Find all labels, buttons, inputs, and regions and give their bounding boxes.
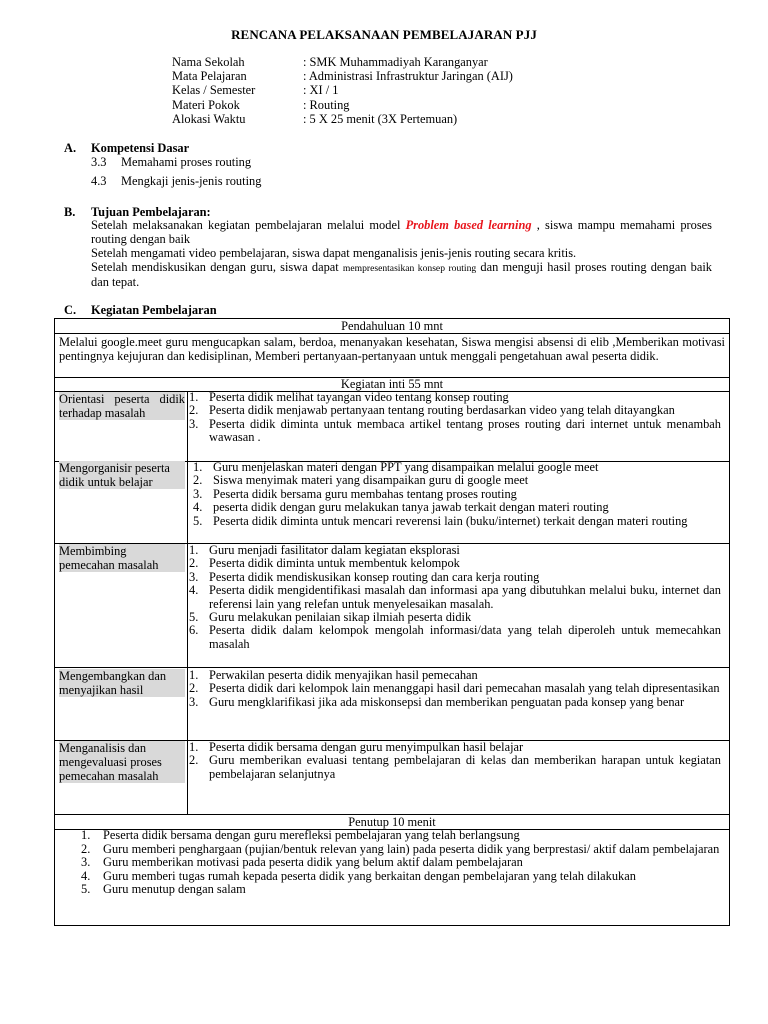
step-text: peserta didik dengan guru melakukan tanya jawab terkait dengan materi routing bbox=[213, 500, 609, 515]
identity-value: : SMK Muhammadiyah Karanganyar bbox=[303, 55, 488, 69]
step-text: Peserta didik dalam kelompok mengolah informasi/data yang telah diperoleh untuk memecahkan masalah bbox=[209, 623, 721, 651]
step-item: 5. Peserta didik diminta untuk mencari reverensi lain (buku/internet) terkait dengan materi routing bbox=[193, 513, 688, 528]
identity-row bbox=[172, 98, 513, 112]
phase-steps-membimbing bbox=[189, 544, 721, 651]
step-item: 4. peserta didik dengan guru melakukan tanya jawab terkait dengan materi routing bbox=[193, 500, 609, 515]
identity-row bbox=[172, 69, 513, 83]
step-text: Guru mengklarifikasi jika ada miskonsepsi dan memberikan penguatan pada konsep yang benar bbox=[209, 694, 685, 709]
phase-label-orientasi: Orientasi peserta didik terhadap masalah bbox=[59, 392, 185, 420]
tujuan-paragraph-2: Setelah mengamati video pembelajaran, siswa dapat menganalisis jenis-jenis routing secara kritis. bbox=[91, 246, 577, 260]
step-text: Peserta didik menjawab pertanyaan tentang routing berdasarkan video yang telah ditayangkan bbox=[209, 403, 675, 418]
section-kompetensi-heading bbox=[64, 141, 714, 155]
step-text: Peserta didik diminta untuk mencari reverensi lain (buku/internet) terkait dengan materi routing bbox=[213, 513, 688, 528]
section-title: Tujuan Pembelajaran: bbox=[91, 205, 211, 219]
identity-value: : 5 X 25 menit (3X Pertemuan) bbox=[303, 111, 458, 126]
section-kegiatan-heading bbox=[64, 303, 714, 317]
step-text: Guru melakukan penilaian sikap ilmiah peserta didik bbox=[209, 610, 472, 625]
activity-table bbox=[54, 318, 730, 926]
step-text: Guru memberikan motivasi pada peserta didik yang belum aktif dalam pembelajaran bbox=[103, 855, 523, 870]
step-item: 3. Peserta didik mendiskusikan konsep routing dan cara kerja routing bbox=[189, 569, 540, 584]
section-letter: C. bbox=[64, 303, 77, 317]
identity-value: : Routing bbox=[303, 97, 350, 112]
column-divider bbox=[187, 391, 188, 814]
kompetensi-item bbox=[91, 155, 251, 169]
phase-steps-menganalisis bbox=[189, 741, 721, 781]
identity-row bbox=[172, 55, 513, 69]
step-text: Guru memberi penghargaan (pujian/bentuk relevan yang lain) pada peserta didik yang berprestasi/ aktif dalam pembelajaran bbox=[103, 841, 720, 856]
step-item: 2. Guru memberi penghargaan (pujian/bentuk relevan yang lain) pada peserta didik yang berprestasi/ aktif dalam pembelajaran bbox=[81, 841, 720, 856]
document-title: RENCANA PELAKSANAAN PEMBELAJARAN PJJ bbox=[231, 27, 537, 42]
step-item: 2. Siswa menyimak materi yang disampaikan guru di google meet bbox=[193, 473, 529, 488]
step-text: Peserta didik bersama dengan guru merefleksi pembelajaran yang telah berlangsung bbox=[103, 828, 520, 842]
kompetensi-item bbox=[91, 174, 261, 188]
identity-key: Mata Pelajaran bbox=[172, 69, 247, 84]
identity-key: Alokasi Waktu bbox=[172, 111, 246, 126]
kompetensi-text: Mengkaji jenis-jenis routing bbox=[121, 174, 262, 188]
step-text: Peserta didik bersama guru membahas tentang proses routing bbox=[213, 486, 517, 501]
phase-steps-mengembangkan bbox=[189, 669, 721, 709]
tujuan-text: Setelah melaksanakan kegiatan pembelajaran melalui model bbox=[91, 218, 406, 232]
pendahuluan-text: Melalui google.meet guru mengucapkan salam, berdoa, menanyakan kesehatan, Siswa mengisi absensi di elib ,Memberikan motivasi pentingnya kejujuran dan kedisiplinan, Memberi pertanyaan-pertanyaan untuk menggali pengetahuan awal peserta didik. bbox=[59, 335, 725, 363]
tujuan-text: , siswa mampu memahami proses routing dengan baik bbox=[91, 218, 713, 246]
phase-label-mengembangkan: Mengembangkan dan menyajikan hasil bbox=[59, 669, 185, 697]
step-item: 1. Guru menjelaskan materi dengan PPT yang disampaikan melalui google meet bbox=[193, 460, 599, 474]
tujuan-paragraph-1 bbox=[91, 219, 712, 247]
pendahuluan-header: Pendahuluan 10 mnt bbox=[55, 319, 729, 334]
identity-value: : Administrasi Infrastruktur Jaringan (AIJ) bbox=[303, 69, 513, 84]
step-item: 3. Guru memberikan motivasi pada peserta didik yang belum aktif dalam pembelajaran bbox=[81, 855, 523, 870]
step-item: 1. Peserta didik bersama dengan guru menyimpulkan hasil belajar bbox=[189, 740, 524, 754]
model-name: Problem based learning bbox=[405, 218, 532, 232]
section-letter: A. bbox=[64, 141, 77, 155]
step-item: 3. Peserta didik bersama guru membahas tentang proses routing bbox=[193, 486, 517, 501]
step-item: 4. Peserta didik mengidentifikasi masalah dan informasi apa yang dibutuhkan melalui buku, internet dan referensi lain yang relefan untuk menyelesaikan masalah. bbox=[189, 583, 721, 611]
phase-steps-mengorganisir bbox=[193, 461, 725, 528]
step-text: Perwakilan peserta didik menyajikan hasil pemecahan bbox=[209, 668, 478, 682]
step-item: 2. Peserta didik dari kelompok lain menanggapi hasil dari pemecahan masalah yang telah dipresentasikan bbox=[189, 681, 720, 696]
step-text: Peserta didik mengidentifikasi masalah dan informasi apa yang dibutuhkan melalui buku, internet dan referensi lain yang relefan untuk menyelesaikan masalah. bbox=[209, 583, 721, 611]
tujuan-small-text: mempresentasikan konsep routing bbox=[342, 263, 477, 274]
step-text: Peserta didik mendiskusikan konsep routing dan cara kerja routing bbox=[209, 569, 540, 584]
identity-table bbox=[172, 55, 513, 126]
step-text: Guru memberi tugas rumah kepada peserta didik yang berkaitan dengan pembelajaran yang telah dilakukan bbox=[103, 868, 636, 883]
section-title: Kompetensi Dasar bbox=[91, 141, 190, 155]
phase-label-mengorganisir: Mengorganisir peserta didik untuk belajar bbox=[59, 461, 185, 489]
identity-key: Nama Sekolah bbox=[172, 55, 245, 69]
step-text: Peserta didik diminta untuk membaca artikel tentang proses routing dari internet untuk menambah wawasan . bbox=[209, 416, 721, 445]
step-text: Guru menjadi fasilitator dalam kegiatan eksplorasi bbox=[209, 543, 460, 557]
phase-label-membimbing: Membimbing pemecahan masalah bbox=[59, 544, 185, 572]
identity-row bbox=[172, 83, 513, 97]
tujuan-text: dan menguji hasil proses routing dengan baik dan tepat. bbox=[91, 260, 713, 289]
step-text: Peserta didik bersama dengan guru menyimpulkan hasil belajar bbox=[209, 740, 524, 754]
step-item: 2. Peserta didik diminta untuk membentuk kelompok bbox=[189, 556, 460, 571]
step-item: 4. Guru memberi tugas rumah kepada peserta didik yang berkaitan dengan pembelajaran yang telah dilakukan bbox=[81, 868, 636, 883]
step-text: Peserta didik melihat tayangan video tentang konsep routing bbox=[209, 390, 509, 404]
step-item: 2. Guru memberikan evaluasi tentang pembelajaran di kelas dan memberikan harapan untuk kegiatan pembelajaran selanjutnya bbox=[189, 753, 721, 781]
kompetensi-number: 4.3 bbox=[91, 174, 107, 188]
step-item: 1. Perwakilan peserta didik menyajikan hasil pemecahan bbox=[189, 668, 478, 682]
step-text: Guru menjelaskan materi dengan PPT yang disampaikan melalui google meet bbox=[213, 460, 599, 474]
section-title: Kegiatan Pembelajaran bbox=[91, 303, 217, 317]
step-text: Guru memberikan evaluasi tentang pembelajaran di kelas dan memberikan harapan untuk kegiatan pembelajaran selanjutnya bbox=[209, 753, 721, 781]
identity-key: Materi Pokok bbox=[172, 97, 240, 112]
step-item: 1. Guru menjadi fasilitator dalam kegiatan eksplorasi bbox=[189, 543, 460, 557]
tujuan-text: Setelah mendiskusikan dengan guru, siswa dapat bbox=[91, 260, 343, 274]
penutup-header: Penutup 10 menit bbox=[55, 815, 729, 830]
kompetensi-number: 3.3 bbox=[91, 155, 107, 169]
step-item: 2. Peserta didik menjawab pertanyaan tentang routing berdasarkan video yang telah ditayangkan bbox=[189, 403, 675, 418]
step-text: Peserta didik dari kelompok lain menanggapi hasil dari pemecahan masalah yang telah dipresentasikan bbox=[209, 681, 720, 696]
step-item: 3. Guru mengklarifikasi jika ada miskonsepsi dan memberikan penguatan pada konsep yang benar bbox=[189, 694, 685, 709]
step-item: 1. Peserta didik bersama dengan guru merefleksi pembelajaran yang telah berlangsung bbox=[81, 828, 520, 842]
inti-header: Kegiatan inti 55 mnt bbox=[55, 377, 729, 392]
step-item: 3. Peserta didik diminta untuk membaca artikel tentang proses routing dari internet untuk menambah wawasan . bbox=[189, 416, 721, 445]
step-item: 6. Peserta didik dalam kelompok mengolah informasi/data yang telah diperoleh untuk memecahkan masalah bbox=[189, 623, 721, 651]
step-item: 1. Peserta didik melihat tayangan video tentang konsep routing bbox=[189, 390, 509, 404]
step-item: 5. Guru menutup dengan salam bbox=[81, 882, 246, 897]
step-text: Guru menutup dengan salam bbox=[103, 882, 246, 897]
section-letter: B. bbox=[64, 205, 76, 219]
section-tujuan-heading bbox=[64, 205, 714, 219]
identity-key: Kelas / Semester bbox=[172, 83, 256, 98]
step-item: 5. Guru melakukan penilaian sikap ilmiah peserta didik bbox=[189, 610, 472, 625]
tujuan-paragraph-3 bbox=[91, 261, 712, 290]
identity-row bbox=[172, 112, 513, 126]
phase-label-menganalisis: Menganalisis dan mengevaluasi proses pemecahan masalah bbox=[59, 741, 185, 783]
kompetensi-text: Memahami proses routing bbox=[121, 155, 252, 169]
step-text: Peserta didik diminta untuk membentuk kelompok bbox=[209, 556, 460, 571]
penutup-steps bbox=[81, 829, 721, 897]
identity-value: : XI / 1 bbox=[303, 83, 339, 98]
step-text: Siswa menyimak materi yang disampaikan guru di google meet bbox=[213, 473, 529, 488]
phase-steps-orientasi bbox=[189, 391, 721, 445]
